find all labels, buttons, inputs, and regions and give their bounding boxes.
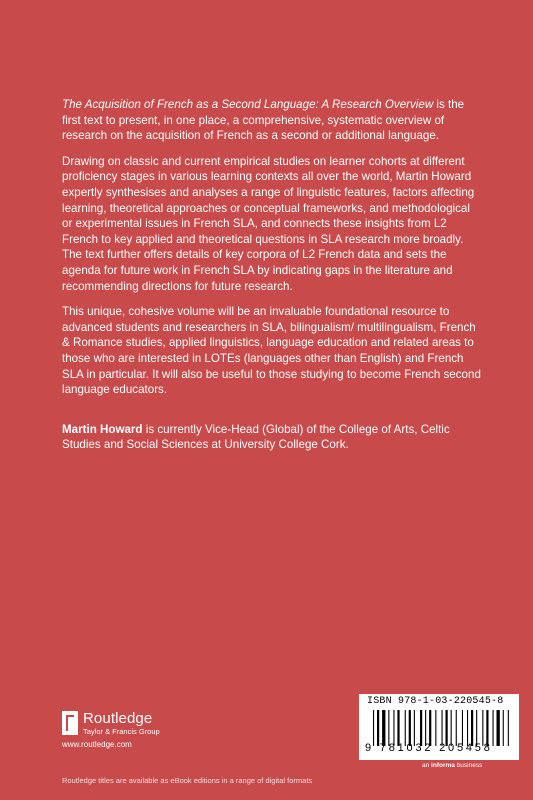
barcode-bar xyxy=(405,710,406,746)
publisher-name: Routledge xyxy=(83,709,153,727)
barcode-bar xyxy=(503,710,504,746)
blurb-paragraph-3: This unique, cohesive volume will be an invaluable foundational resource to advanced students and researchers in SLA, bilingualism/ multilingualism, French & Romance studies, applied linguistics, language education and related areas to those who are interested in LOTEs (languages other than English) and French SLA in particular. It will also be useful to those studying to become French second language educators. xyxy=(62,305,481,397)
author-bio-text: is currently Vice-Head (Global) of the College of Arts, Celtic Studies and Social Sciences at University College Cork. xyxy=(62,422,450,452)
blurb-paragraph-1 xyxy=(62,97,482,144)
barcode-bar xyxy=(420,710,422,746)
barcode-bar xyxy=(471,710,473,746)
barcode-bar xyxy=(467,710,468,746)
barcode-bar xyxy=(482,710,483,746)
informa-prefix: an xyxy=(422,762,432,769)
barcode-bar xyxy=(451,710,452,746)
isbn-label: ISBN 978-1-03-220545-8 xyxy=(367,696,504,707)
barcode-bar xyxy=(486,710,488,746)
barcode-bar xyxy=(435,710,436,746)
barcode-bar xyxy=(377,710,379,746)
barcode-bar xyxy=(409,710,411,746)
blurb-paragraph-2: Drawing on classic and current empirical studies on learner cohorts at different proficiency stages in various learning contexts all over the world, Martin Howard expertly synthesises and analyses a range of linguistic features, factors affecting learning, theoretical approaches or conceptual frameworks, and methodological or experimental issues in French SLA, and connects these insights from L2 French to key applied and theoretical questions in SLA research more broadly. The text further offers details of key corpora of L2 French data and sets the agenda for future work in French SLA by indicating gaps in the literature and recommending directions for future research. xyxy=(62,154,475,293)
informa-tagline xyxy=(422,762,482,769)
author-bio xyxy=(62,422,482,453)
routledge-logo xyxy=(62,708,202,738)
barcode-bar xyxy=(373,710,374,746)
publisher-group: Taylor & Francis Group xyxy=(83,726,160,736)
barcode-bar xyxy=(508,710,509,746)
barcode-icon xyxy=(373,710,511,746)
barcode-bar xyxy=(382,710,385,746)
informa-suffix: business xyxy=(454,762,483,769)
blurb-paragraph-1-text: is the first text to present, in one place, a comprehensive, systematic overview of research on the acquisition of French as a second or additional language. xyxy=(62,98,465,143)
ebook-note: Routledge titles are available as eBook editions in a range of digital formats xyxy=(62,776,313,785)
barcode-bar xyxy=(462,710,463,746)
barcode-bar xyxy=(442,710,443,746)
barcode-bar xyxy=(429,710,431,746)
barcode-bar xyxy=(388,710,389,746)
barcode-bar xyxy=(414,710,415,746)
publisher-website: www.routledge.com xyxy=(62,740,132,749)
barcode-bar xyxy=(497,710,500,746)
barcode-bar xyxy=(456,710,457,746)
barcode-bar xyxy=(446,710,448,746)
barcode-bar xyxy=(493,710,494,746)
barcode-bar xyxy=(425,710,426,746)
author-name: Martin Howard xyxy=(62,422,143,436)
book-title: The Acquisition of French as a Second Language: A Research Overview xyxy=(62,98,434,111)
barcode-bar xyxy=(476,710,477,746)
informa-brand: informa xyxy=(431,762,455,769)
barcode-digits: 9 781032 205458 xyxy=(365,742,493,754)
routledge-mark-icon xyxy=(62,711,78,735)
barcode-bar xyxy=(393,710,394,746)
barcode-bar xyxy=(397,710,399,746)
book-blurb xyxy=(62,97,482,463)
isbn-barcode-box xyxy=(359,694,519,760)
